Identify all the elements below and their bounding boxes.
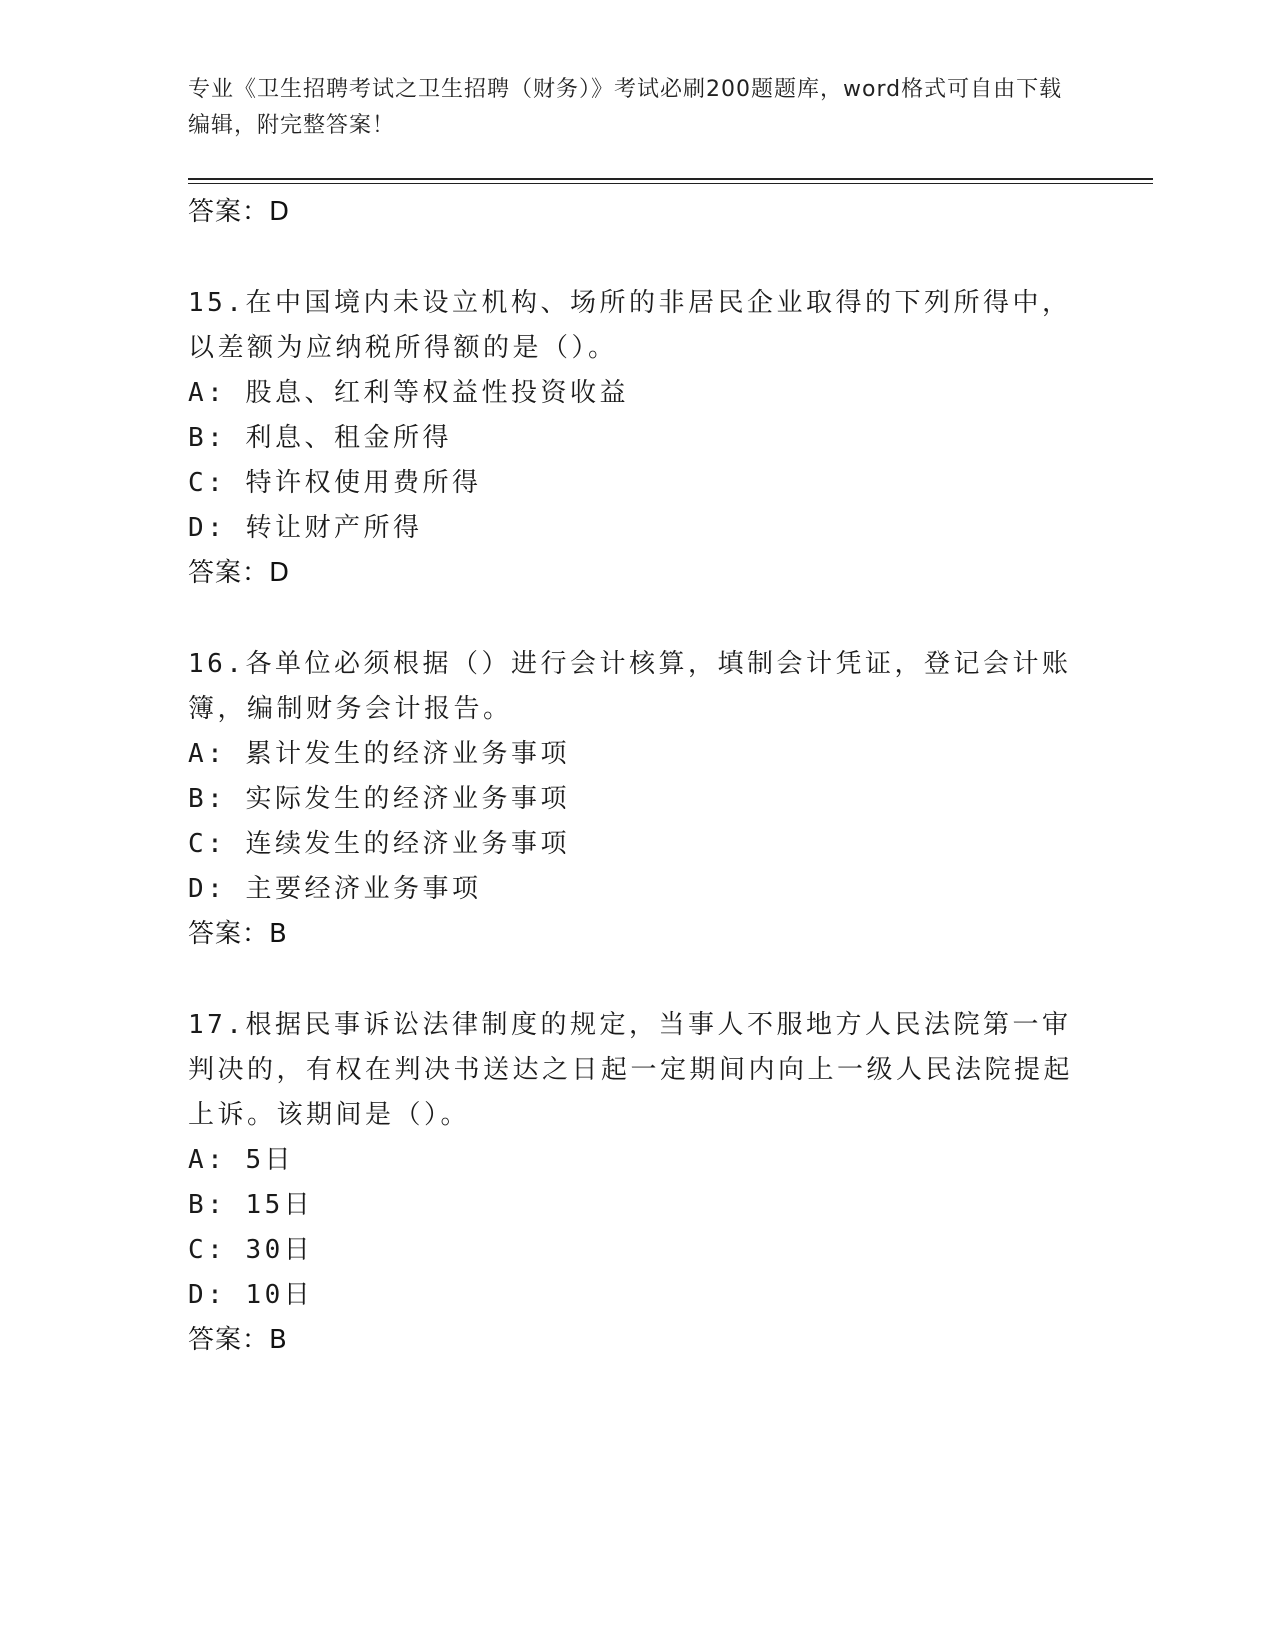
- option-key: C:: [188, 468, 227, 498]
- option-key: B:: [188, 784, 227, 814]
- question-text: 17.根据民事诉讼法律制度的规定，当事人不服地方人民法院第一审判决的，有权在判决书送达之日起一定期间内向上一级人民法院提起上诉。该期间是（）。: [188, 1010, 1074, 1130]
- option-value: 10日: [245, 1280, 314, 1310]
- option-b: [188, 416, 1088, 461]
- option-b: [188, 777, 1088, 822]
- option-a: [188, 732, 1088, 777]
- option-key: A:: [188, 1145, 227, 1175]
- option-c: [188, 461, 1088, 506]
- option-key: D:: [188, 513, 227, 543]
- option-key: B:: [188, 1190, 227, 1220]
- header-rule-thick: [188, 178, 1153, 180]
- option-key: A:: [188, 378, 227, 408]
- option-value: 主要经济业务事项: [245, 874, 482, 904]
- document-content: [188, 190, 1088, 1362]
- document-header: 专业《卫生招聘考试之卫生招聘（财务）》考试必刷200题题库，word格式可自由下载编辑，附完整答案！: [188, 77, 1063, 138]
- question-block: [188, 281, 1088, 595]
- option-d: [188, 1273, 1088, 1318]
- option-value: 实际发生的经济业务事项: [245, 784, 570, 814]
- option-c: [188, 822, 1088, 867]
- option-value: 30日: [245, 1235, 314, 1265]
- option-key: D:: [188, 1280, 227, 1310]
- question-block: [188, 1003, 1088, 1362]
- option-value: 转让财产所得: [245, 513, 423, 543]
- option-key: C:: [188, 829, 227, 859]
- option-d: [188, 506, 1088, 551]
- option-value: 连续发生的经济业务事项: [245, 829, 570, 859]
- option-a: [188, 371, 1088, 416]
- option-b: [188, 1183, 1088, 1228]
- option-key: D:: [188, 874, 227, 904]
- option-c: [188, 1228, 1088, 1273]
- option-value: 15日: [245, 1190, 314, 1220]
- option-value: 利息、租金所得: [245, 423, 452, 453]
- question-text: 16.各单位必须根据（）进行会计核算，填制会计凭证，登记会计账簿，编制财务会计报告。: [188, 649, 1072, 724]
- option-a: [188, 1138, 1088, 1183]
- option-d: [188, 867, 1088, 912]
- option-value: 股息、红利等权益性投资收益: [245, 378, 629, 408]
- option-key: A:: [188, 739, 227, 769]
- option-value: 特许权使用费所得: [245, 468, 482, 498]
- option-key: C:: [188, 1235, 227, 1265]
- question-block: [188, 642, 1088, 956]
- header-rule-thin: [188, 183, 1153, 184]
- option-key: B:: [188, 423, 227, 453]
- option-value: 累计发生的经济业务事项: [245, 739, 570, 769]
- option-value: 5日: [245, 1145, 295, 1175]
- answer-line: 答案：D: [188, 197, 291, 227]
- answer-line: 答案：B: [188, 919, 288, 949]
- answer-line: 答案：B: [188, 1325, 288, 1355]
- question-text: 15.在中国境内未设立机构、场所的非居民企业取得的下列所得中，以差额为应纳税所得额的是（）。: [188, 288, 1072, 363]
- answer-line: 答案：D: [188, 558, 291, 588]
